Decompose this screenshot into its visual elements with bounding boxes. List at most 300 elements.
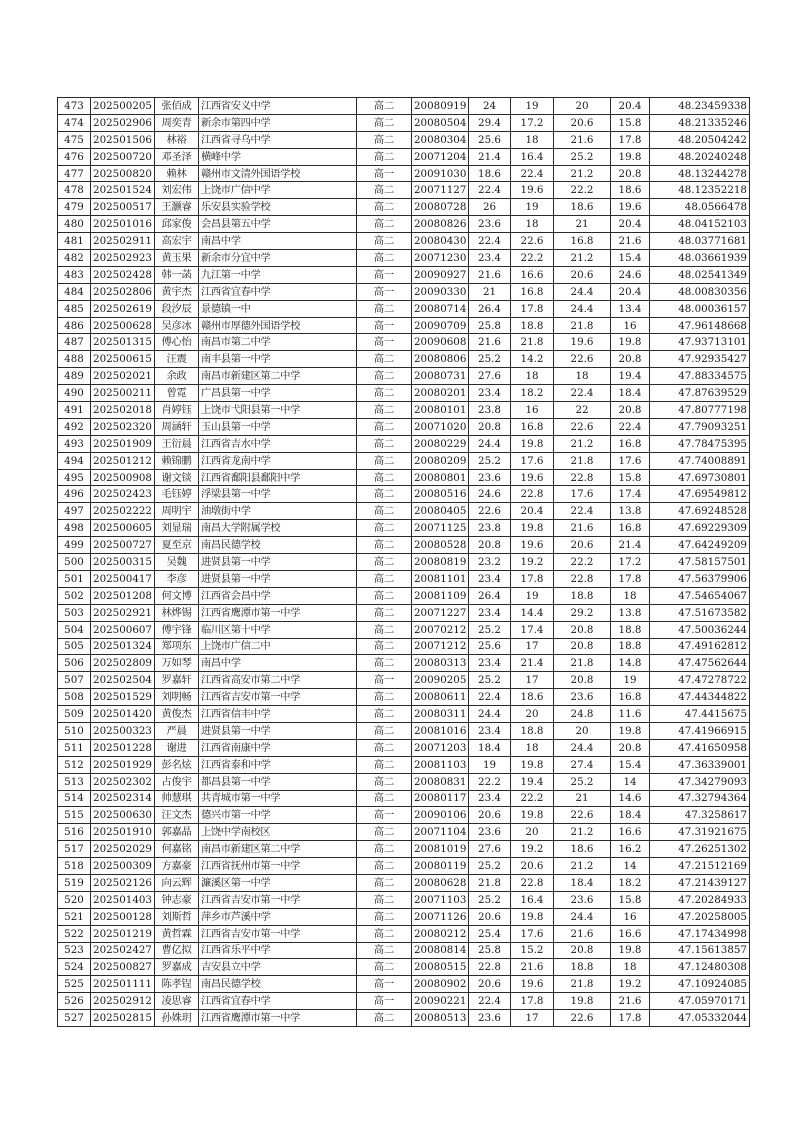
score-1-cell: 22.4 (469, 993, 511, 1010)
school-cell: 玉山县第一中学 (199, 418, 357, 435)
name-cell: 毛钰婷 (155, 486, 199, 503)
name-cell: 谢进 (155, 739, 199, 756)
grade-cell: 高一 (357, 165, 412, 182)
id-cell: 202502314 (91, 790, 155, 807)
score-4-cell: 15.4 (611, 756, 650, 773)
grade-cell: 高一 (357, 807, 412, 824)
table-row (58, 891, 750, 908)
name-cell: 彭名炫 (155, 756, 199, 773)
school-cell: 南丰县第一中学 (199, 351, 357, 368)
score-4-cell: 20.8 (611, 165, 650, 182)
rank-cell: 516 (58, 824, 91, 841)
score-1-cell: 23.4 (469, 385, 511, 402)
score-3-cell: 23.6 (554, 891, 611, 908)
name-cell: 黄俊杰 (155, 706, 199, 723)
total-score-cell: 47.05970171 (650, 993, 750, 1010)
score-3-cell: 25.2 (554, 773, 611, 790)
score-3-cell: 22.8 (554, 570, 611, 587)
score-3-cell: 24.4 (554, 300, 611, 317)
score-2-cell: 19.8 (511, 520, 554, 537)
birthdate-cell: 20080831 (412, 773, 469, 790)
rank-cell: 475 (58, 131, 91, 148)
score-1-cell: 25.2 (469, 858, 511, 875)
score-2-cell: 22.2 (511, 790, 554, 807)
total-score-cell: 47.47562644 (650, 655, 750, 672)
total-score-cell: 47.41650958 (650, 739, 750, 756)
school-cell: 赣州市厚德外国语学校 (199, 317, 357, 334)
score-2-cell: 17.6 (511, 925, 554, 942)
rank-cell: 474 (58, 114, 91, 131)
id-cell: 202502619 (91, 300, 155, 317)
name-cell: 郑项东 (155, 638, 199, 655)
table-row (58, 317, 750, 334)
table-row (58, 537, 750, 554)
birthdate-cell: 20080714 (412, 300, 469, 317)
id-cell: 202500908 (91, 469, 155, 486)
total-score-cell: 47.17434998 (650, 925, 750, 942)
id-cell: 202500315 (91, 554, 155, 571)
rank-cell: 477 (58, 165, 91, 182)
birthdate-cell: 20080212 (412, 925, 469, 942)
name-cell: 帅慧琪 (155, 790, 199, 807)
grade-cell: 高二 (357, 486, 412, 503)
grade-cell: 高二 (357, 418, 412, 435)
score-3-cell: 20.8 (554, 621, 611, 638)
school-cell: 南昌市新建区第二中学 (199, 841, 357, 858)
score-2-cell: 19 (511, 199, 554, 216)
grade-cell: 高二 (357, 706, 412, 723)
rank-cell: 496 (58, 486, 91, 503)
id-cell: 202501910 (91, 824, 155, 841)
score-3-cell: 22.6 (554, 807, 611, 824)
score-3-cell: 19.8 (554, 993, 611, 1010)
rank-cell: 500 (58, 554, 91, 571)
score-4-cell: 21.6 (611, 233, 650, 250)
name-cell: 曾霓 (155, 385, 199, 402)
rank-cell: 518 (58, 858, 91, 875)
name-cell: 段汐辰 (155, 300, 199, 317)
score-1-cell: 25.2 (469, 452, 511, 469)
school-cell: 江西省抚州市第一中学 (199, 858, 357, 875)
grade-cell: 高二 (357, 689, 412, 706)
score-1-cell: 23.6 (469, 824, 511, 841)
school-cell: 江西省宜春中学 (199, 993, 357, 1010)
score-2-cell: 18 (511, 216, 554, 233)
total-score-cell: 47.26251302 (650, 841, 750, 858)
id-cell: 202500827 (91, 959, 155, 976)
score-1-cell: 23.6 (469, 1010, 511, 1027)
score-1-cell: 23.4 (469, 570, 511, 587)
total-score-cell: 47.20258005 (650, 908, 750, 925)
score-4-cell: 14.6 (611, 790, 650, 807)
score-1-cell: 20.6 (469, 976, 511, 993)
score-4-cell: 18.8 (611, 621, 650, 638)
table-row (58, 452, 750, 469)
birthdate-cell: 20080119 (412, 858, 469, 875)
rank-cell: 510 (58, 722, 91, 739)
name-cell: 凌思睿 (155, 993, 199, 1010)
school-cell: 浮梁县第一中学 (199, 486, 357, 503)
rank-cell: 526 (58, 993, 91, 1010)
id-cell: 202500323 (91, 722, 155, 739)
school-cell: 上饶市广信中学 (199, 182, 357, 199)
grade-cell: 高二 (357, 402, 412, 419)
table-row (58, 199, 750, 216)
score-1-cell: 23.4 (469, 604, 511, 621)
school-cell: 江西省安义中学 (199, 98, 357, 115)
name-cell: 向云辉 (155, 874, 199, 891)
score-3-cell: 21.6 (554, 925, 611, 942)
id-cell: 202501420 (91, 706, 155, 723)
grade-cell: 高二 (357, 216, 412, 233)
score-4-cell: 16 (611, 908, 650, 925)
grade-cell: 高二 (357, 469, 412, 486)
grade-cell: 高一 (357, 334, 412, 351)
total-score-cell: 47.20284933 (650, 891, 750, 908)
name-cell: 王衍晨 (155, 435, 199, 452)
score-1-cell: 26 (469, 199, 511, 216)
birthdate-cell: 20080728 (412, 199, 469, 216)
name-cell: 谢文锬 (155, 469, 199, 486)
rank-cell: 497 (58, 503, 91, 520)
rank-cell: 492 (58, 418, 91, 435)
score-3-cell: 21.2 (554, 250, 611, 267)
grade-cell: 高二 (357, 182, 412, 199)
id-cell: 202502906 (91, 114, 155, 131)
rank-cell: 473 (58, 98, 91, 115)
score-3-cell: 23.6 (554, 689, 611, 706)
school-cell: 江西省吉安市第一中学 (199, 925, 357, 942)
rank-cell: 519 (58, 874, 91, 891)
birthdate-cell: 20080819 (412, 554, 469, 571)
id-cell: 202501909 (91, 435, 155, 452)
score-1-cell: 18.6 (469, 165, 511, 182)
grade-cell: 高二 (357, 148, 412, 165)
rank-cell: 488 (58, 351, 91, 368)
grade-cell: 高二 (357, 351, 412, 368)
name-cell: 何文博 (155, 587, 199, 604)
name-cell: 严晨 (155, 722, 199, 739)
score-1-cell: 21 (469, 283, 511, 300)
score-4-cell: 17.8 (611, 131, 650, 148)
school-cell: 江西省龙南中学 (199, 452, 357, 469)
rank-cell: 511 (58, 739, 91, 756)
id-cell: 202502923 (91, 250, 155, 267)
grade-cell: 高二 (357, 114, 412, 131)
score-4-cell: 14.8 (611, 655, 650, 672)
name-cell: 汪震 (155, 351, 199, 368)
score-4-cell: 19.8 (611, 942, 650, 959)
birthdate-cell: 20081016 (412, 722, 469, 739)
id-cell: 202502806 (91, 283, 155, 300)
id-cell: 202501524 (91, 182, 155, 199)
score-4-cell: 19.8 (611, 334, 650, 351)
score-3-cell: 21 (554, 790, 611, 807)
birthdate-cell: 20080313 (412, 655, 469, 672)
rank-cell: 484 (58, 283, 91, 300)
name-cell: 邓圣泽 (155, 148, 199, 165)
id-cell: 202502809 (91, 655, 155, 672)
school-cell: 江西省信丰中学 (199, 706, 357, 723)
rank-cell: 520 (58, 891, 91, 908)
rank-cell: 517 (58, 841, 91, 858)
total-score-cell: 47.41966915 (650, 722, 750, 739)
score-1-cell: 21.4 (469, 148, 511, 165)
score-1-cell: 20.8 (469, 537, 511, 554)
rank-cell: 493 (58, 435, 91, 452)
rank-cell: 506 (58, 655, 91, 672)
table-row (58, 874, 750, 891)
score-3-cell: 18.4 (554, 874, 611, 891)
score-4-cell: 16 (611, 317, 650, 334)
id-cell: 202502427 (91, 942, 155, 959)
id-cell: 202500605 (91, 520, 155, 537)
score-1-cell: 20.6 (469, 807, 511, 824)
score-2-cell: 20 (511, 706, 554, 723)
id-cell: 202500417 (91, 570, 155, 587)
birthdate-cell: 20080801 (412, 469, 469, 486)
total-score-cell: 47.69730801 (650, 469, 750, 486)
table-row (58, 402, 750, 419)
birthdate-cell: 20090709 (412, 317, 469, 334)
birthdate-cell: 20080304 (412, 131, 469, 148)
rank-cell: 512 (58, 756, 91, 773)
score-3-cell: 24.4 (554, 739, 611, 756)
grade-cell: 高二 (357, 1010, 412, 1027)
id-cell: 202501929 (91, 756, 155, 773)
score-2-cell: 19 (511, 587, 554, 604)
grade-cell: 高二 (357, 503, 412, 520)
total-score-cell: 47.88334575 (650, 368, 750, 385)
score-4-cell: 15.8 (611, 891, 650, 908)
score-2-cell: 18 (511, 739, 554, 756)
id-cell: 202502222 (91, 503, 155, 520)
score-4-cell: 24.6 (611, 266, 650, 283)
name-cell: 赖锦鹏 (155, 452, 199, 469)
grade-cell: 高二 (357, 98, 412, 115)
grade-cell: 高二 (357, 739, 412, 756)
birthdate-cell: 20080209 (412, 452, 469, 469)
school-cell: 新余市分宜中学 (199, 250, 357, 267)
rank-cell: 487 (58, 334, 91, 351)
score-1-cell: 29.4 (469, 114, 511, 131)
score-4-cell: 13.8 (611, 604, 650, 621)
birthdate-cell: 20080405 (412, 503, 469, 520)
grade-cell: 高二 (357, 824, 412, 841)
birthdate-cell: 20071203 (412, 739, 469, 756)
id-cell: 202501111 (91, 976, 155, 993)
table-row (58, 250, 750, 267)
grade-cell: 高二 (357, 942, 412, 959)
score-2-cell: 16 (511, 402, 554, 419)
id-cell: 202502428 (91, 266, 155, 283)
id-cell: 202502021 (91, 368, 155, 385)
rank-cell: 478 (58, 182, 91, 199)
school-cell: 吉安县立中学 (199, 959, 357, 976)
rank-cell: 503 (58, 604, 91, 621)
score-3-cell: 21.6 (554, 131, 611, 148)
table-row (58, 216, 750, 233)
school-cell: 油墩街中学 (199, 503, 357, 520)
score-4-cell: 20.4 (611, 216, 650, 233)
score-3-cell: 21.6 (554, 520, 611, 537)
score-1-cell: 22.4 (469, 182, 511, 199)
rank-cell: 476 (58, 148, 91, 165)
score-3-cell: 18.6 (554, 199, 611, 216)
grade-cell: 高二 (357, 554, 412, 571)
score-4-cell: 15.8 (611, 469, 650, 486)
name-cell: 王灏睿 (155, 199, 199, 216)
score-4-cell: 20.8 (611, 739, 650, 756)
score-4-cell: 18.4 (611, 807, 650, 824)
score-3-cell: 22.6 (554, 351, 611, 368)
score-2-cell: 16.6 (511, 266, 554, 283)
score-3-cell: 21.8 (554, 655, 611, 672)
name-cell: 林烨锡 (155, 604, 199, 621)
name-cell: 韩一菡 (155, 266, 199, 283)
table-row (58, 165, 750, 182)
name-cell: 高宏宇 (155, 233, 199, 250)
rank-cell: 490 (58, 385, 91, 402)
score-1-cell: 24.4 (469, 706, 511, 723)
birthdate-cell: 20071125 (412, 520, 469, 537)
score-2-cell: 22.2 (511, 250, 554, 267)
id-cell: 202500128 (91, 908, 155, 925)
score-1-cell: 23.6 (469, 216, 511, 233)
table-row (58, 486, 750, 503)
score-4-cell: 20.8 (611, 402, 650, 419)
grade-cell: 高二 (357, 790, 412, 807)
score-2-cell: 16.4 (511, 148, 554, 165)
score-2-cell: 18.8 (511, 317, 554, 334)
rank-cell: 481 (58, 233, 91, 250)
grade-cell: 高二 (357, 537, 412, 554)
table-row (58, 739, 750, 756)
score-3-cell: 20.8 (554, 672, 611, 689)
name-cell: 余政 (155, 368, 199, 385)
name-cell: 周奕青 (155, 114, 199, 131)
score-4-cell: 17.8 (611, 1010, 650, 1027)
score-3-cell: 22 (554, 402, 611, 419)
name-cell: 方嘉豪 (155, 858, 199, 875)
rank-cell: 523 (58, 942, 91, 959)
table-row (58, 807, 750, 824)
score-2-cell: 19.8 (511, 908, 554, 925)
score-2-cell: 17 (511, 672, 554, 689)
score-2-cell: 18 (511, 368, 554, 385)
birthdate-cell: 20081019 (412, 841, 469, 858)
score-3-cell: 21.2 (554, 435, 611, 452)
score-2-cell: 14.4 (511, 604, 554, 621)
total-score-cell: 48.23459338 (650, 98, 750, 115)
rank-cell: 482 (58, 250, 91, 267)
score-table (57, 97, 750, 1027)
score-1-cell: 25.2 (469, 351, 511, 368)
id-cell: 202501506 (91, 131, 155, 148)
score-2-cell: 22.6 (511, 233, 554, 250)
table-row (58, 570, 750, 587)
grade-cell: 高二 (357, 925, 412, 942)
grade-cell: 高二 (357, 891, 412, 908)
table-row (58, 925, 750, 942)
name-cell: 吴彦冰 (155, 317, 199, 334)
school-cell: 南昌大学附属学校 (199, 520, 357, 537)
name-cell: 周涵轩 (155, 418, 199, 435)
id-cell: 202500309 (91, 858, 155, 875)
score-4-cell: 19.6 (611, 199, 650, 216)
school-cell: 萍乡市芦溪中学 (199, 908, 357, 925)
score-1-cell: 23.2 (469, 554, 511, 571)
name-cell: 赖林 (155, 165, 199, 182)
grade-cell: 高二 (357, 300, 412, 317)
birthdate-cell: 20090221 (412, 993, 469, 1010)
score-1-cell: 18.4 (469, 739, 511, 756)
score-4-cell: 16.2 (611, 841, 650, 858)
rank-cell: 479 (58, 199, 91, 216)
score-2-cell: 21.8 (511, 334, 554, 351)
school-cell: 濂溪区第一中学 (199, 874, 357, 891)
grade-cell: 高二 (357, 199, 412, 216)
table-row (58, 1010, 750, 1027)
score-4-cell: 16.8 (611, 435, 650, 452)
school-cell: 江西省会昌中学 (199, 587, 357, 604)
rank-cell: 485 (58, 300, 91, 317)
score-2-cell: 17.2 (511, 114, 554, 131)
table-row (58, 98, 750, 115)
table-row (58, 773, 750, 790)
score-1-cell: 23.4 (469, 790, 511, 807)
rank-cell: 498 (58, 520, 91, 537)
score-1-cell: 25.8 (469, 317, 511, 334)
score-2-cell: 17.8 (511, 570, 554, 587)
id-cell: 202500628 (91, 317, 155, 334)
id-cell: 202501315 (91, 334, 155, 351)
name-cell: 罗嘉成 (155, 959, 199, 976)
birthdate-cell: 20080515 (412, 959, 469, 976)
total-score-cell: 47.69549812 (650, 486, 750, 503)
table-row (58, 587, 750, 604)
score-3-cell: 29.2 (554, 604, 611, 621)
score-1-cell: 23.4 (469, 655, 511, 672)
score-2-cell: 19 (511, 98, 554, 115)
score-2-cell: 17.4 (511, 621, 554, 638)
score-3-cell: 20.6 (554, 114, 611, 131)
birthdate-cell: 20080101 (412, 402, 469, 419)
score-4-cell: 16.6 (611, 824, 650, 841)
birthdate-cell: 20071020 (412, 418, 469, 435)
id-cell: 202500211 (91, 385, 155, 402)
score-3-cell: 22.4 (554, 385, 611, 402)
birthdate-cell: 20080430 (412, 233, 469, 250)
score-4-cell: 22.4 (611, 418, 650, 435)
score-2-cell: 17 (511, 1010, 554, 1027)
table-row (58, 469, 750, 486)
total-score-cell: 48.04152103 (650, 216, 750, 233)
school-cell: 上饶中学南校区 (199, 824, 357, 841)
score-2-cell: 19.4 (511, 773, 554, 790)
school-cell: 都昌县第一中学 (199, 773, 357, 790)
score-1-cell: 23.4 (469, 722, 511, 739)
birthdate-cell: 20080806 (412, 351, 469, 368)
score-1-cell: 22.8 (469, 959, 511, 976)
id-cell: 202501212 (91, 452, 155, 469)
table-row (58, 300, 750, 317)
rank-cell: 495 (58, 469, 91, 486)
score-4-cell: 20.8 (611, 351, 650, 368)
score-1-cell: 26.4 (469, 587, 511, 604)
name-cell: 刘显瑞 (155, 520, 199, 537)
birthdate-cell: 20070212 (412, 621, 469, 638)
